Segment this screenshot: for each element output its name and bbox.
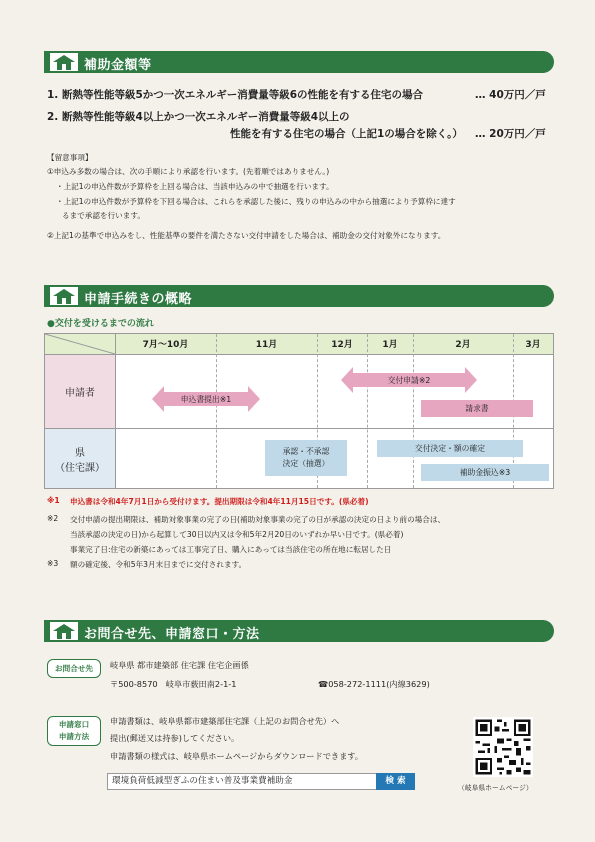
bar-transfer: 補助金振込※3 <box>421 464 549 481</box>
section-title: 申請手続きの概略 <box>84 292 193 307</box>
bar-invoice: 請求書 <box>421 400 533 417</box>
month-header: 7月～10月 <box>142 340 189 350</box>
footnote3-text: 額の確定後、令和5年3月末日までに交付されます。 <box>70 560 247 569</box>
note1-b1: ・上記1の申込件数が予算枠を下回る場合は、これらを承認した後に、残りの申込みの中から抽選により予算枠に達す <box>56 197 456 206</box>
contact-zip: 〒500-8570 岐阜市薮田南2-1-1 <box>110 679 237 689</box>
search-input[interactable]: 環境負荷低減型ぎふの住まい普及事業費補助金 <box>107 773 379 790</box>
window-tag-line1: 申請窓口 <box>58 720 90 729</box>
note1-a: ・上記1の申込件数が予算枠を上回る場合は、当該申込みの中で抽選を行います。 <box>56 182 334 191</box>
month-header: 2月 <box>455 340 471 350</box>
notes-heading: 【留意事項】 <box>47 153 93 162</box>
item2-line1: 2. 断熱等性能等級4以上かつ一次エネルギー消費量等級4以上の <box>47 111 350 123</box>
contact-tel: ☎058-272-1111(内線3629) <box>318 679 430 689</box>
row-label-prefecture <box>45 429 115 488</box>
col-divider <box>115 334 116 488</box>
month-header: 1月 <box>382 340 398 350</box>
footnote-mark: ※3 <box>47 559 59 568</box>
section-header-subsidy <box>44 51 554 73</box>
contact-tag: お問合せ先 <box>47 659 101 678</box>
qr-caption: （岐阜県ホームページ） <box>458 784 533 792</box>
footnote2-line2: 当該承認の決定の日)から起算して30日以内又は令和5年2月20日のいずれか早い日です。(県必着) <box>70 530 404 539</box>
timeline-table <box>44 333 554 489</box>
note1: ①申込み多数の場合は、次の手順により承認を行います。(先着順ではありません。) <box>47 167 330 176</box>
house-icon <box>50 53 78 71</box>
month-header: 3月 <box>525 340 541 350</box>
bar-apply: 申込書提出※1 <box>180 394 232 404</box>
footnote-mark: ※1 <box>47 496 60 505</box>
row-label-text: （住宅課） <box>55 462 105 474</box>
item1-text: 1. 断熱等性能等級5かつ一次エネルギー消費量等級6の性能を有する住宅の場合 <box>47 89 424 101</box>
item2-amount: … 20万円／戸 <box>475 128 546 140</box>
col-divider <box>413 334 414 488</box>
house-icon <box>50 622 78 640</box>
bar-decision: 交付決定・額の確定 <box>377 440 523 457</box>
window-line2: 提出(郵送又は持参)してください。 <box>110 733 240 743</box>
window-line3: 申請書類の様式は、岐阜県ホームページからダウンロードできます。 <box>110 751 363 761</box>
bar-approval-line1: 承認・不承認 <box>282 447 330 456</box>
row-label-text: 申請者 <box>65 388 95 399</box>
window-tag <box>47 716 101 746</box>
section-header-contact <box>44 620 554 642</box>
flow-heading: ●交付を受けるまでの流れ <box>47 319 154 329</box>
footnote1-text: 申込書は令和4年7月1日から受付けます。提出期限は令和4年11月15日です。(県必着) <box>70 497 369 506</box>
footnote2-line3: 事業完了日:住宅の新築にあっては工事完了日、購入にあっては当該住宅の所在地に転居した日 <box>70 545 392 554</box>
row-label-text: 県 <box>75 447 85 459</box>
search-button[interactable]: 検 索 <box>376 773 415 790</box>
section-title: 補助金額等 <box>84 58 152 73</box>
house-icon <box>50 287 78 305</box>
footnote-mark: ※2 <box>47 514 59 523</box>
bar-grant-apply: 交付申請※2 <box>387 375 431 385</box>
item2-line2: 性能を有する住宅の場合（上記1の場合を除く。） <box>230 128 463 140</box>
contact-line1: 岐阜県 都市建築部 住宅課 住宅企画係 <box>110 660 249 670</box>
section-header-procedure <box>44 285 554 307</box>
section-title: お問合せ先、申請窓口・方法 <box>84 627 260 642</box>
row-divider <box>45 428 553 429</box>
item1-amount: … 40万円／戸 <box>475 89 546 101</box>
header-diagonal <box>45 334 115 354</box>
window-line1: 申請書類は、岐阜県都市建築部住宅課（上記のお問合せ先）へ <box>110 716 340 726</box>
bar-approval-line2: 決定（抽選） <box>282 459 330 468</box>
window-tag-line2: 申請方法 <box>58 732 90 741</box>
col-divider <box>367 334 368 488</box>
note1-b2: るまで承認を行います。 <box>62 211 145 220</box>
month-header: 12月 <box>331 340 353 350</box>
month-header: 11月 <box>255 340 278 350</box>
note2: ②上記1の基準で申込みをし、性能基準の要件を満たさない交付申請をした場合は、補助金の交付対象外になります。 <box>47 231 446 240</box>
qr-code-icon[interactable] <box>473 717 533 777</box>
footnote2-line1: 交付申請の提出期限は、補助対象事業の完了の日(補助対象事業の完了の日が承認の決定の日より前の場合は、 <box>70 515 446 524</box>
row-label-applicant <box>45 355 115 428</box>
bar-approval <box>265 440 347 476</box>
